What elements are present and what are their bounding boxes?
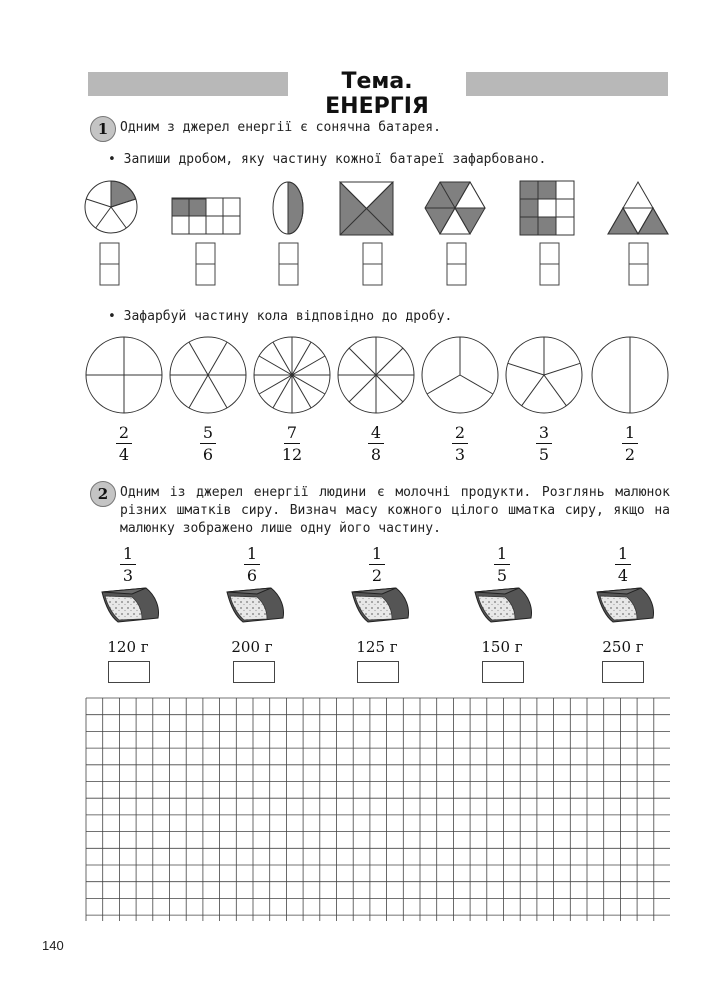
task-1-intro: Одним з джерел енергії є сонячна батарея. <box>120 120 441 135</box>
circle-fraction: 4 8 <box>361 424 391 463</box>
cheese-mass: 200 г <box>231 638 273 656</box>
circle-fraction: 5 6 <box>193 424 223 463</box>
cheese-mass: 125 г <box>356 638 398 656</box>
task-2-text: Одним із джерел енергії людини є молочні продукти. Розглянь малюнок різних шматків сиру. Визнач масу кожного цілого шматка сиру, якщо на малюнку зображено лише одну його частину. <box>120 485 670 536</box>
task-1-instruction-write: • Запиши дробом, яку частину кожної батареї зафарбовано. <box>108 152 547 167</box>
circle-fraction: 3 5 <box>529 424 559 463</box>
circle-fraction: 2 4 <box>109 424 139 463</box>
cheese-mass: 150 г <box>481 638 523 656</box>
cheese-mass: 250 г <box>602 638 644 656</box>
page-number: 140 <box>42 938 64 953</box>
circle-fraction: 2 3 <box>445 424 475 463</box>
page-title: Тема. ЕНЕРГІЯ <box>325 69 429 119</box>
task-2-number: 2 <box>90 481 116 507</box>
task-1-number: 1 <box>90 116 116 142</box>
task-1-instruction-color: • Зафарбуй частину кола відповідно до дробу. <box>108 309 453 324</box>
cheese-fraction: 1 6 <box>237 545 267 584</box>
cheese-fraction: 1 2 <box>362 545 392 584</box>
cheese-mass: 120 г <box>107 638 149 656</box>
circle-fraction: 1 2 <box>615 424 645 463</box>
cheese-fraction: 1 3 <box>113 545 143 584</box>
cheese-fraction: 1 4 <box>608 545 638 584</box>
circle-fraction: 7 12 <box>281 423 303 464</box>
cheese-fraction: 1 5 <box>487 545 517 584</box>
